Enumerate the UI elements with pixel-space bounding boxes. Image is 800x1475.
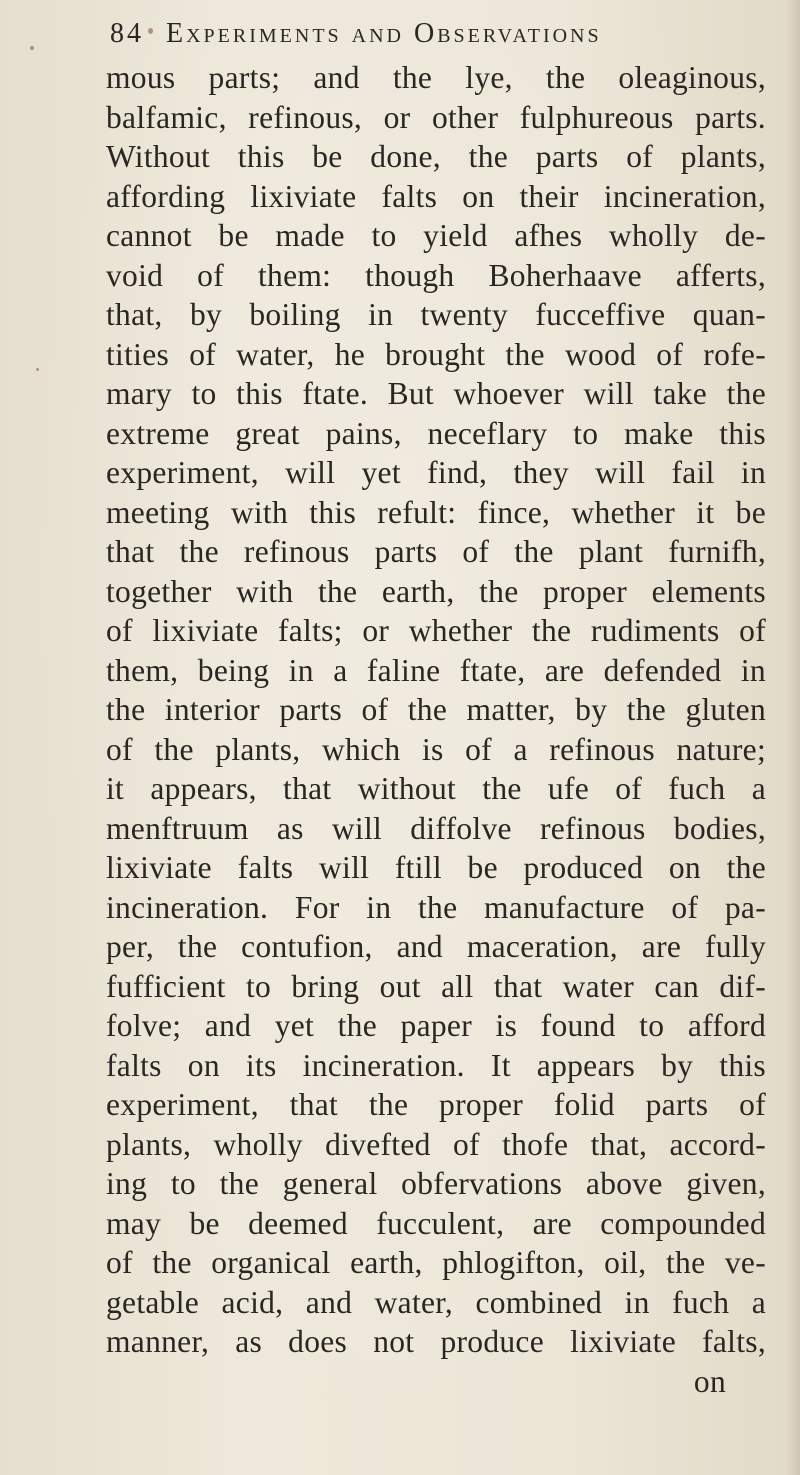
text-line: it appears, that without the ufe of fuch a (106, 771, 766, 806)
page-edge-shadow (786, 0, 800, 1475)
text-line: falts on its incineration. It appears by this (106, 1047, 766, 1083)
text-line: folve; and yet the paper is found to afford (106, 1008, 766, 1043)
text-line: mous parts; and the lye, the oleaginous, (106, 60, 766, 95)
text-line: fufficient to bring out all that water can dif- (106, 968, 766, 1004)
text-line: void of them: though Boherhaave afferts, (106, 257, 766, 293)
text-line: per, the contufion, and maceration, are fully (106, 929, 766, 964)
text-line: the interior parts of the matter, by the gluten (106, 692, 766, 727)
text-line: that, by boiling in twenty fucceffive quan- (106, 297, 766, 332)
text-line: them, being in a faline ftate, are defended in (106, 652, 766, 688)
ink-spot (30, 46, 34, 50)
text-line: ing to the general obfervations above given, (106, 1166, 766, 1201)
text-line: of lixiviate falts; or whether the rudiments of (106, 613, 766, 648)
text-line: extreme great pains, neceflary to make this (106, 415, 766, 451)
text-line: of the plants, which is of a refinous nature; (106, 731, 766, 767)
ink-spot (36, 368, 39, 371)
running-header (110, 18, 602, 50)
text-line: balfamic, refinous, or other fulphureous parts. (106, 99, 766, 135)
text-line: tities of water, he brought the wood of rofe- (106, 336, 766, 372)
text-line: incineration. For in the manufacture of pa- (106, 889, 766, 925)
text-line: together with the earth, the proper elements (106, 573, 766, 609)
text-line: affording lixiviate falts on their incineration, (106, 178, 766, 214)
text-line: may be deemed fucculent, are compounded (106, 1205, 766, 1241)
running-title: Experiments and Observations (166, 18, 602, 49)
text-line: Without this be done, the parts of plants, (106, 139, 766, 174)
text-line: menftruum as will diffolve refinous bodies, (106, 810, 766, 846)
text-line: getable acid, and water, combined in fuch a (106, 1284, 766, 1320)
text-line: experiment, that the proper folid parts of (106, 1087, 766, 1122)
text-line: meeting with this refult: fince, whether it be (106, 494, 766, 530)
text-line: of the organical earth, phlogifton, oil, the ve- (106, 1245, 766, 1280)
text-line: experiment, will yet find, they will fail in (106, 455, 766, 490)
text-line: cannot be made to yield afhes wholly de- (106, 218, 766, 253)
page-number: 84 (110, 18, 144, 49)
text-line: lixiviate falts will ftill be produced on the (106, 850, 766, 885)
catchword: on (693, 1363, 726, 1399)
body-text (106, 58, 766, 1401)
text-line: that the refinous parts of the plant furnifh, (106, 534, 766, 569)
text-line: plants, wholly divefted of thofe that, accord- (106, 1126, 766, 1162)
text-line: mary to this ftate. But whoever will take the (106, 376, 766, 411)
text-line: manner, as does not produce lixiviate falts, (106, 1324, 766, 1359)
